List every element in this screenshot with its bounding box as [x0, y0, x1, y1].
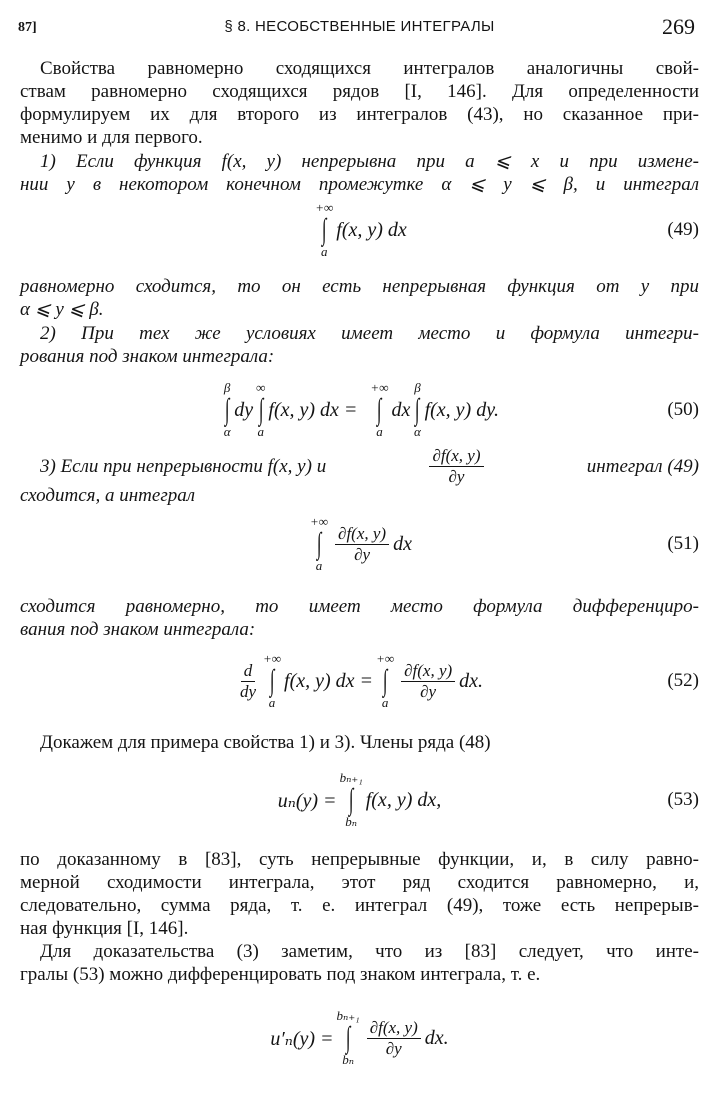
- text-line: Свойства равномерно сходящихся интегралов аналогичны свой-: [40, 58, 699, 79]
- text-line: мерной сходимости интеграла, этот ряд сходится равномерно, и,: [20, 872, 699, 893]
- equation-number: (53): [667, 789, 699, 810]
- integral-sign: +∞ ∫ a: [263, 651, 282, 710]
- header-title: § 8. НЕСОБСТВЕННЫЕ ИНТЕГРАЛЫ: [224, 18, 495, 35]
- equation-49: [20, 200, 699, 260]
- text-segment: интеграл (49): [586, 455, 699, 477]
- paragraph-property-2: [20, 322, 699, 368]
- fraction: $\frac{d}{dy}$: [239, 660, 256, 701]
- integral-sign: +∞ ∫ a: [310, 514, 329, 573]
- paragraph-proof-start: [20, 731, 699, 754]
- text-segment: 3) Если при непрерывности f(x, y) и: [40, 455, 327, 477]
- text-line: 2) При тех же условиях имеет место и формула интегри-: [40, 323, 699, 344]
- text-line: α ⩽ y ⩽ β.: [20, 299, 104, 320]
- text-line: Докажем для примера свойства 1) и 3). Члены ряда (48): [40, 732, 491, 753]
- equation-51: +∞ ∫ a $\frac{\partial f(x, y)}{\partial y}$ dx (51): [310, 514, 699, 573]
- integral-sign: β ∫ α: [223, 380, 231, 439]
- text-line: 1) Если функция f(x, y) непрерывна при a ⩽ x и при измене-: [40, 151, 699, 172]
- integral-sign: bₙ₊₁ ∫ bₙ: [339, 770, 363, 829]
- integral-sign: +∞ ∫ a: [370, 380, 389, 439]
- paragraph-property-3-cont: [20, 595, 699, 641]
- equation-body: f(x, y) dx: [336, 218, 407, 241]
- integral-sign: ∞ ∫ a: [256, 380, 266, 439]
- integral-sign: +∞ ∫ a: [376, 651, 395, 710]
- equation-number: (51): [667, 533, 699, 554]
- paragraph-intro: [20, 57, 699, 149]
- paragraph-proof-1: [20, 848, 699, 940]
- running-header: [18, 14, 701, 40]
- text-line: по доказанному в [83], суть непрерывные функции, и, в силу равно-: [20, 849, 699, 870]
- equation-number: (50): [667, 399, 699, 420]
- text-line: следовательно, сумма ряда, т. е. интеграл (49), тоже есть непрерыв-: [20, 895, 699, 916]
- paragraph-proof-3: [20, 940, 699, 986]
- integral-sign: bₙ₊₁ ∫ bₙ: [336, 1008, 360, 1067]
- text-line: менимо и для первого.: [20, 127, 203, 148]
- integral-sign: +∞ ∫ a: [315, 200, 334, 259]
- fraction: $\frac{\partial f(x, y)}{\partial y}$: [429, 446, 483, 487]
- equation-50: β ∫ α dy ∞ ∫ a f(x, y) dx = +∞ ∫ a dx β ∫ α f(x, y) dy. (50): [223, 380, 699, 439]
- fraction: $\frac{\partial f(x, y)}{\partial y}$: [401, 661, 455, 702]
- text-line: сходится равномерно, то имеет место формула дифференциро-: [20, 596, 699, 617]
- fraction: $\frac{\partial f(x, y)}{\partial y}$: [367, 1018, 421, 1059]
- header-section-ref: 87]: [18, 20, 37, 35]
- text-line: сходится, а интеграл: [20, 485, 196, 506]
- text-line: вания под знаком интеграла:: [20, 619, 256, 640]
- equation-derivative: u′ₙ(y) = bₙ₊₁ ∫ bₙ $\frac{\partial f(x, y)}{\partial y}$ dx.: [270, 1008, 449, 1067]
- paragraph-property-3: [20, 445, 699, 508]
- text-line: гралы (53) можно дифференцировать под знаком интеграла, т. е.: [20, 964, 541, 985]
- text-line: нии y в некотором конечном промежутке α ⩽ y ⩽ β, и интеграл: [20, 174, 699, 195]
- fraction: $\frac{\partial f(x, y)}{\partial y}$: [335, 524, 389, 565]
- text-line: ствам равномерно сходящихся рядов [I, 146]. Для определенности: [20, 81, 699, 102]
- integral-sign: β ∫ α: [414, 380, 421, 439]
- equation-52: $\frac{d}{dy}$ +∞ ∫ a f(x, y) dx = +∞ ∫ a $\frac{\partial f(x, y)}{\partial y}$ dx. (52): [239, 651, 699, 710]
- text-line: ная функция [I, 146].: [20, 918, 189, 939]
- text-line: рования под знаком интеграла:: [20, 346, 275, 367]
- equation-number: (52): [667, 670, 699, 691]
- text-line: формулируем их для второго из интегралов (43), но сказанное при-: [20, 104, 699, 125]
- text-line: равномерно сходится, то он есть непрерывная функция от y при: [20, 276, 699, 297]
- paragraph-property-1-cont: [20, 275, 699, 321]
- paragraph-property-1: [20, 150, 699, 196]
- equation-number: (49): [667, 219, 699, 240]
- text-line: Для доказательства (3) заметим, что из [83] следует, что инте-: [40, 941, 699, 962]
- page-number: 269: [662, 14, 695, 39]
- equation-53: uₙ(y) = bₙ₊₁ ∫ bₙ f(x, y) dx, (53): [277, 770, 699, 829]
